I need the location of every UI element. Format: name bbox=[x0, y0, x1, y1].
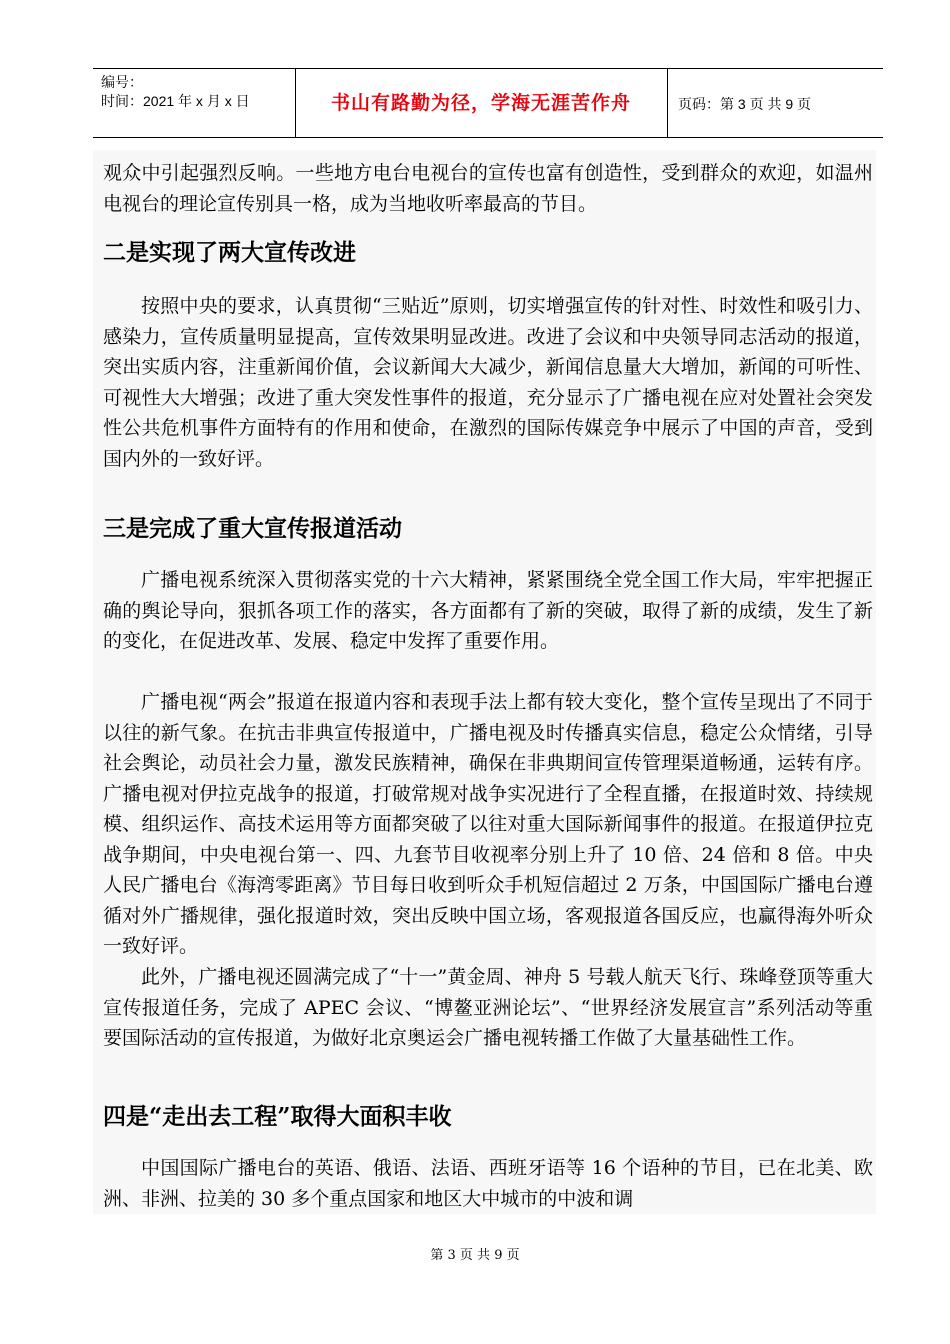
header-info-cell bbox=[93, 69, 296, 137]
paragraph-intro: 观众中引起强烈反响。一些地方电台电视台的宣传也富有创造性，受到群众的欢迎，如温州电视台的理论宣传别具一格，成为当地收听率最高的节目。 bbox=[103, 162, 873, 215]
section-heading-2: 二是实现了两大宣传改进 bbox=[103, 239, 356, 266]
paragraph-section-3b: 广播电视“两会”报道在报道内容和表现手法上都有较大变化，整个宣传呈现出了不同于以往的新气象。在抗击非典宣传报道中，广播电视及时传播真实信息，稳定公众情绪，引导社会舆论，动员社会力量，激发民族精神，确保在非典期间宣传管理渠道畅通，运转有序。广播电视对伊拉克战争的报道，打破常规对战争实况进行了全程直播，在报道时效、持续规模、组织运作、高技术运用等方面都突破了以往对重大国际新闻事件的报道。在报道伊拉克战争期间，中央电视台第一、四、九套节目收视率分别上升了 10 倍、24 倍和 8 倍。中央人民广播电台《海湾零距离》节目每日收到听众手机短信超过 2 万条，中国国际广播电台遵循对外广播规律，强化报道时效，突出反映中国立场，客观报道各国反应，也赢得海外听众一致好评。 bbox=[103, 691, 873, 957]
date-label: 时间：2021 年 x 月 x 日 bbox=[101, 93, 250, 109]
serial-number-label: 编号： bbox=[101, 74, 143, 90]
page-footer: 第 3 页 共 9 页 bbox=[430, 1248, 520, 1263]
page-code: 页码：第 3 页 共 9 页 bbox=[678, 96, 812, 112]
header-motto-cell bbox=[295, 69, 668, 137]
paragraph-section-3a: 广播电视系统深入贯彻落实党的十六大精神，紧紧围绕全党全国工作大局，牢牢把握正确的舆论导向，狠抓各项工作的落实，各方面都有了新的突破，取得了新的成绩，发生了新的变化，在促进改革、发展、稳定中发挥了重要作用。 bbox=[103, 569, 873, 652]
section-heading-3: 三是完成了重大宣传报道活动 bbox=[103, 515, 402, 542]
document-header bbox=[93, 68, 883, 138]
header-page-cell bbox=[668, 69, 883, 137]
section-heading-4: 四是“走出去工程”取得大面积丰收 bbox=[103, 1103, 452, 1130]
paragraph-section-4: 中国国际广播电台的英语、俄语、法语、西班牙语等 16 个语种的节目，已在北美、欧洲、非洲、拉美的 30 多个重点国家和地区大中城市的中波和调 bbox=[103, 1157, 873, 1210]
paragraph-section-2: 按照中央的要求，认真贯彻“三贴近”原则，切实增强宣传的针对性、时效性和吸引力、感染力，宣传质量明显提高，宣传效果明显改进。改进了会议和中央领导同志活动的报道，突出实质内容，注重新闻价值，会议新闻大大减少，新闻信息量大大增加，新闻的可听性、可视性大大增强；改进了重大突发性事件的报道，充分显示了广播电视在应对处置社会突发性公共危机事件方面特有的作用和使命，在激烈的国际传媒竞争中展示了中国的声音，受到国内外的一致好评。 bbox=[103, 295, 873, 470]
paragraph-section-3c: 此外，广播电视还圆满完成了“十一”黄金周、神舟 5 号载人航天飞行、珠峰登顶等重大宣传报道任务，完成了 APEC 会议、“博鳌亚洲论坛”、“世界经济发展宣言”系列活动等重要国际活动的宣传报道，为做好北京奥运会广播电视转播工作做了大量基础性工作。 bbox=[103, 966, 873, 1049]
document-body bbox=[93, 150, 876, 1214]
motto-text: 书山有路勤为径，学海无涯苦作舟 bbox=[330, 92, 631, 114]
